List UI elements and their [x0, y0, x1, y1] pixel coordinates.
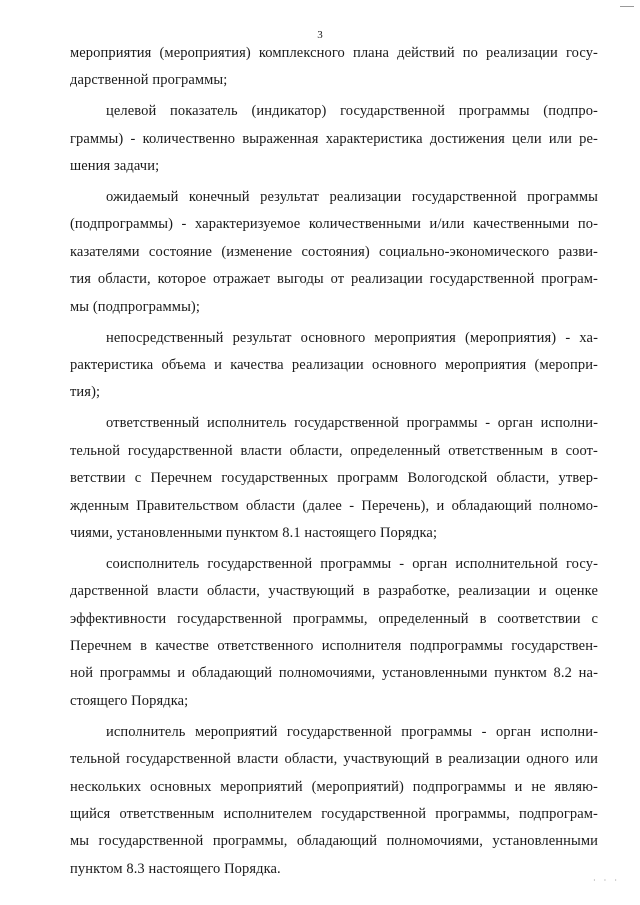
text-line: эффективности государственной программы, определенный в соответствии с [70, 610, 598, 627]
footer-mark: · · · [593, 876, 620, 885]
text-line: казателями состояние (изменение состояния) социально-экономического разви- [70, 243, 598, 260]
text-line: ответственный исполнитель государственной программы - орган исполни- [106, 415, 598, 432]
text-line: целевой показатель (индикатор) государственной программы (подпро- [106, 103, 598, 120]
text-line: Перечнем в качестве ответственного исполнителя подпрограммы государствен- [70, 638, 598, 655]
text-line: нескольких основных мероприятий (мероприятий) подпрограммы и не являю- [70, 778, 598, 795]
text-line: ожидаемый конечный результат реализации государственной программы [106, 189, 598, 206]
paragraph [70, 40, 598, 95]
text-line: рактеристика объема и качества реализации основного мероприятия (меропри- [70, 356, 598, 373]
text-line: исполнитель мероприятий государственной программы - орган исполни- [106, 723, 598, 740]
text-line: мы (подпрограммы); [70, 298, 200, 315]
paragraph [70, 325, 598, 407]
text-line: ветствии с Перечнем государственных программ Вологодской области, утвер- [70, 470, 598, 487]
text-line: дарственной власти области, участвующий в разработке, реализации и оценке [70, 583, 598, 600]
corner-mark [620, 0, 634, 7]
text-line: соисполнитель государственной программы - орган исполнительной госу- [106, 555, 598, 572]
paragraph [70, 719, 598, 883]
text-line: пунктом 8.3 настоящего Порядка. [70, 860, 281, 877]
text-line: жденным Правительством области (далее - Перечень), и обладающий полномо- [70, 497, 598, 514]
text-line: тельной государственной власти области, участвующий в реализации одного или [70, 751, 598, 768]
text-line: дарственной программы; [70, 72, 228, 89]
page-number: 3 [317, 29, 323, 41]
paragraph [70, 551, 598, 715]
text-line: чиями, установленными пунктом 8.1 настоящего Порядка; [70, 524, 438, 541]
text-line: тия); [70, 384, 101, 401]
text-line: тельной государственной власти области, определенный ответственным в соот- [70, 442, 598, 459]
paragraph [70, 410, 598, 547]
text-line: тия области, которое отражает выгоды от реализации государственной програм- [70, 271, 598, 288]
text-line: ной программы и обладающий полномочиями, установленными пунктом 8.2 на- [70, 665, 598, 682]
text-line: мероприятия (мероприятия) комплексного плана действий по реализации госу- [70, 45, 598, 61]
text-line: непосредственный результат основного мероприятия (мероприятия) - ха- [106, 329, 598, 346]
text-line: мы государственной программы, обладающий полномочиями, установленными [70, 833, 598, 850]
text-line: стоящего Порядка; [70, 692, 189, 709]
paragraph [70, 98, 598, 180]
document-body [70, 40, 598, 887]
text-line: шения задачи; [70, 158, 160, 175]
text-line: граммы) - количественно выраженная характеристика достижения цели или ре- [70, 130, 598, 147]
text-line: (подпрограммы) - характеризуемое количественными и/или качественными по- [70, 216, 598, 233]
paragraph [70, 184, 598, 321]
text-line: щийся ответственным исполнителем государственной программы, подпрограм- [70, 805, 598, 822]
